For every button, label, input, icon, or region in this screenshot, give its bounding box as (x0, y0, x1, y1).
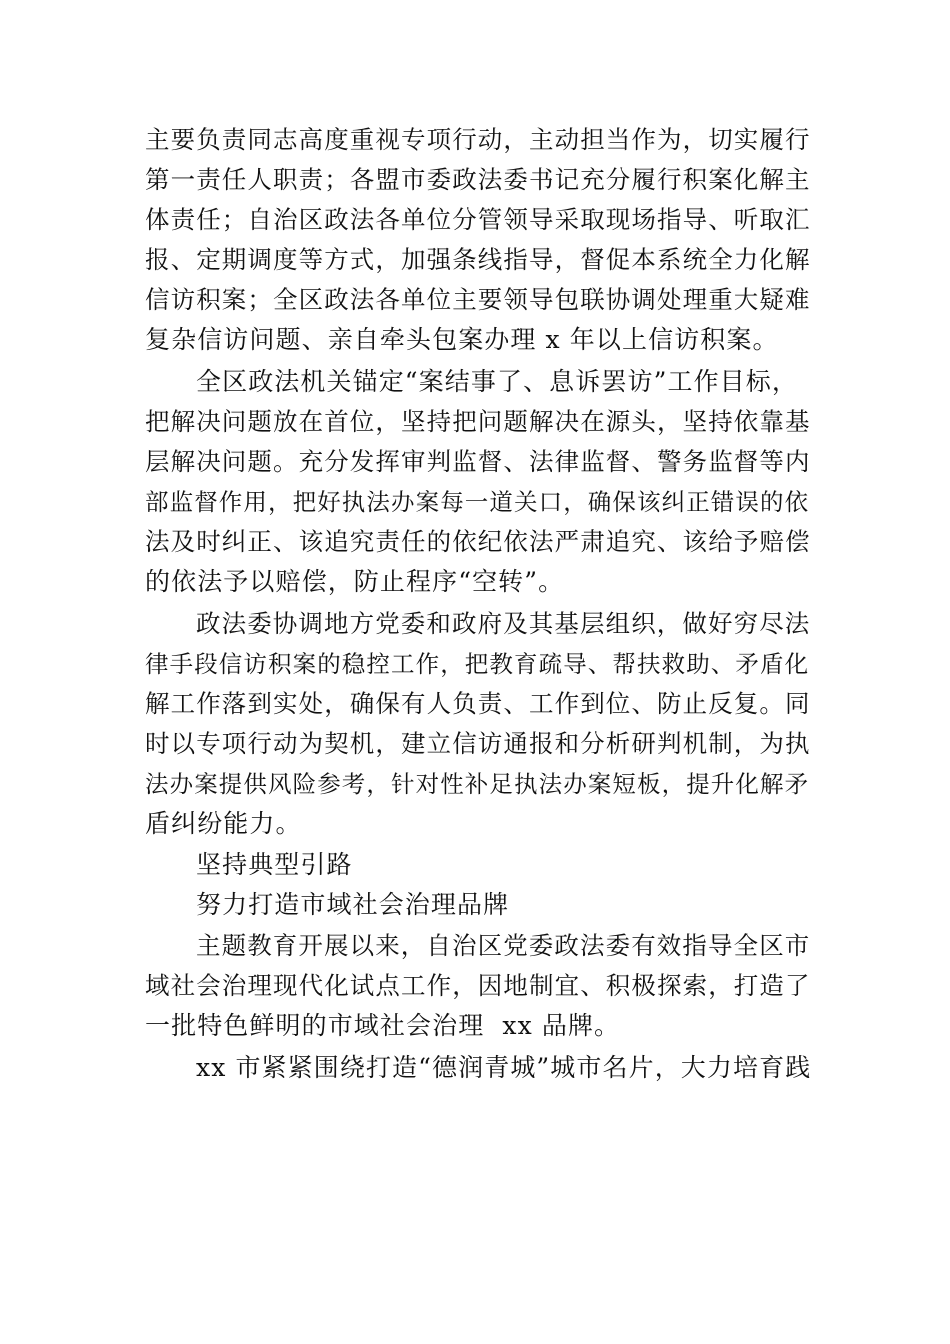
text-line: 信访积案；全区政法各单位主要领导包联协调处理重大疑难 (145, 285, 811, 314)
section-heading: 坚持典型引路 (196, 850, 353, 879)
text-line: 域社会治理现代化试点工作，因地制宜、积极探索，打造了 (145, 971, 811, 1000)
text-line: xx 市紧紧围绕打造“德润青城”城市名片，大力培育践 (196, 1053, 812, 1082)
text-line: 政法委协调地方党委和政府及其基层组织，做好穷尽法 (196, 609, 811, 638)
text-line: 全区政法机关锚定“案结事了、息诉罢访”工作目标， (196, 367, 798, 396)
text-line: 层解决问题。充分发挥审判监督、法律监督、警务监督等内 (145, 447, 811, 476)
text-line: 把解决问题放在首位，坚持把问题解决在源头，坚持依靠基 (145, 407, 811, 436)
text-line: 一批特色鲜明的市域社会治理 xx 品牌。 (145, 1011, 621, 1040)
text-line: 律手段信访积案的稳控工作，把教育疏导、帮扶救助、矛盾化 (145, 650, 810, 678)
text-line: 解工作落到实处，确保有人负责、工作到位、防止反复。同 (145, 689, 811, 718)
text-line: 第一责任人职责；各盟市委政法委书记充分履行积案化解主 (145, 165, 811, 194)
text-line: 法及时纠正、该追究责任的依纪依法严肃追究、该给予赔偿 (145, 527, 811, 556)
text-line: 法办案提供风险参考，针对性补足执法办案短板，提升化解矛 (145, 770, 810, 798)
text-line: 报、定期调度等方式，加强条线指导，督促本系统全力化解 (145, 245, 811, 274)
text-line: 的依法予以赔偿，防止程序“空转”。 (145, 567, 565, 596)
text-line: 主要负责同志高度重视专项行动，主动担当作为，切实履行 (145, 125, 811, 154)
text-line: 部监督作用，把好执法办案每一道关口，确保该纠正错误的依 (145, 488, 810, 516)
text-line: 体责任；自治区政法各单位分管领导采取现场指导、听取汇 (145, 205, 811, 234)
text-line: 时以专项行动为契机，建立信访通报和分析研判机制，为执 (145, 729, 811, 758)
section-heading: 努力打造市域社会治理品牌 (196, 890, 510, 919)
text-line: 复杂信访问题、亲自牵头包案办理 x 年以上信访积案。 (145, 325, 779, 354)
text-line: 盾纠纷能力。 (145, 809, 302, 838)
text-line: 主题教育开展以来，自治区党委政法委有效指导全区市 (196, 931, 811, 960)
